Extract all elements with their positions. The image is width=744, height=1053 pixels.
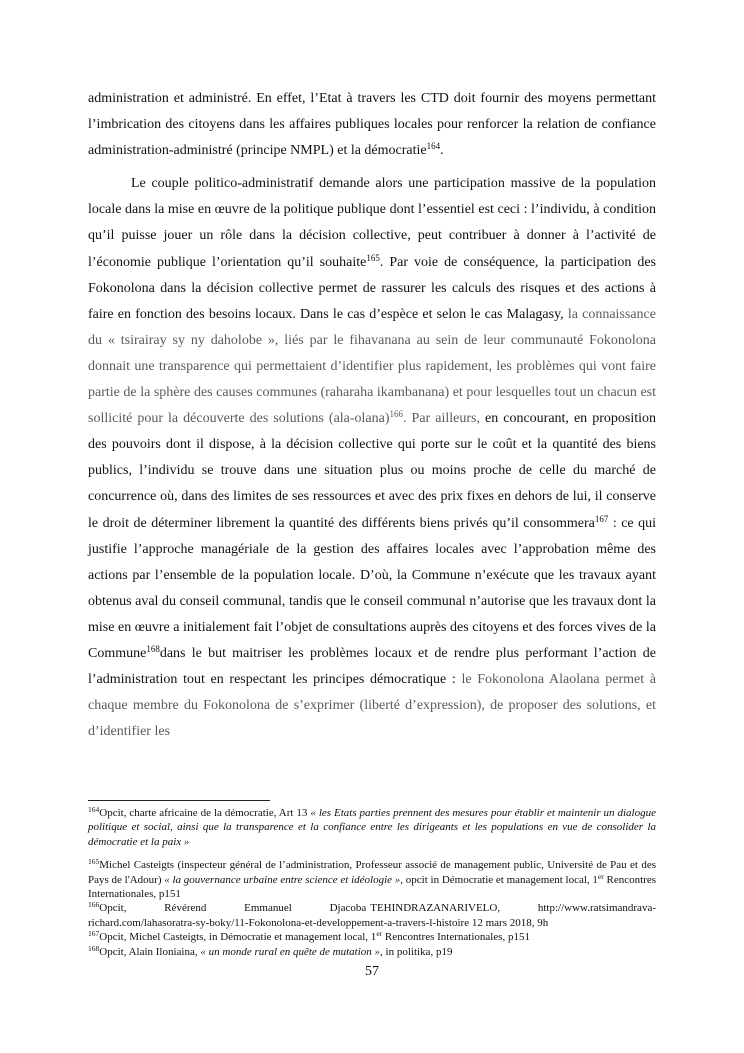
paragraph-2 [88,171,656,745]
footnote-164-text: Opcit, charte africaine de la démocratie, Art 13 [99,807,311,819]
paragraph-1 [88,86,656,164]
paragraph-2-quote-1: la connaissance du « tsirairay sy ny daholobe », liés par le fihavanana au sein de leur communauté Fokonolona donnait une transparence qui permettaient d’identifier plus rapidement, les problèmes qui vont faire partie de la sphère des causes communes (raharaha ikambanana) et pour lesquelles tout un chacun est sollicité pour la découverte des solutions (ala-olana) [88,306,656,427]
paragraph-1-end: . [440,143,444,159]
footnote-164-number: 164 [88,805,100,814]
footnote-ref-165[interactable]: 165 [366,252,380,263]
footnote-166-link[interactable]: richard.com/lahasoratra-sy-boky/11-Fokonolona-et-developpement-a-travers-l-histoire 12 mars 2018, 9h [88,916,549,929]
paragraph-2-segment-2: . Par voie de conséquence, la participation des Fokonolona dans la décision collective permet de rassurer les calculs des risques et des actions à faire en fonction des besoins locaux. Dans le cas d’espèce et selon le cas Malagasy, [88,254,656,322]
paragraph-2-segment-3: en concourant, en proposition des pouvoirs dont il dispose, à la décision collective qui porte sur le coût et la quantité des biens publics, l’individu se trouve dans une situation plus ou moins proche de celle du marché de concurrence où, dans des limites de ses ressources et avec des prix fixes en dehors de lui, il conserve le droit de déterminer librement la quantité des différents biens privés qu’il consommera [88,411,656,531]
footnote-165-source: , opcit in Démocratie et management local, 1 [400,873,598,886]
footnote-ref-167[interactable]: 167 [594,513,609,524]
footnote-ref-168[interactable]: 168 [146,643,160,654]
footnote-165-source-end: Rencontres Internationales, p151 [88,873,656,901]
paragraph-1-text: administration et administré. En effet, l’Etat à travers les CTD doit fournir des moyens permettant l’imbrication des citoyens dans les affaires publiques locales pour renforcer la relation de confiance administration-administré (principe NMPL) et la démocratie [88,91,656,159]
page-number: 57 [365,964,379,979]
footnote-164-quote: « les Etats parties prennent des mesures pour établir et maintenir un dialogue politique et social, ainsi que la transparence et la confiance entre les dirigeants et les populations en vue de consolider la démocratie et la paix » [88,807,656,848]
footnote-165-title: « la gouvernance urbaine entre science et idéologie » [164,873,401,886]
footnote-ref-164[interactable]: 164 [426,141,441,152]
footnote-166 [88,901,656,930]
footnote-167-ordinal: er [376,929,383,939]
paragraph-2-segment-5: dans le but maitriser les problèmes locaux et de rendre plus performant l’action de l’administration tout en respectant les principes démocratique : [88,645,656,688]
footnote-165-ordinal: er [597,871,604,881]
footnote-164 [88,806,656,849]
footnotes [88,806,656,959]
footnote-167-number: 167 [88,929,100,939]
footnote-165-number: 165 [88,857,100,867]
footnote-separator [88,800,270,801]
footnote-167 [88,930,656,944]
footnote-166-text[interactable]: Opcit, Révérend Emmanuel Djacoba TEHINDRAZANARIVELO, http://www.ratsimandrava- [99,902,656,915]
footnote-168-text: Opcit, Alain Iloniaina, [99,945,201,958]
footnote-166-number: 166 [88,900,100,910]
footnote-165-text: Michel Casteigts (inspecteur général de l’administration, Professeur associé de management public, Université de Pau et des Pays de l'Adour) [88,859,656,886]
document-body [88,86,656,745]
footnote-167-text: Opcit, Michel Casteigts, in Démocratie et management local, 1 [99,931,377,944]
paragraph-2-quote-2: le Fokonolona Alaolana permet à chaque membre du Fokonolona de s’exprimer (liberté d’expression), de proposer des solutions, et d’identifier les [88,672,656,740]
footnote-166-line-1 [88,901,656,915]
footnote-167-text-end: Rencontres Internationales, p151 [382,931,530,944]
footnote-165 [88,858,656,901]
footnote-ref-166[interactable]: 166 [389,409,404,420]
footnote-168-title: « un monde rural en quête de mutation » [200,945,381,958]
footnote-168-text-end: , in politika, p19 [380,945,453,958]
paragraph-2-segment-1: Le couple politico-administratif demande alors une participation massive de la population locale dans la mise en œuvre de la politique publique dont l’essentiel est ceci : l’individu, à condition qu’il puisse jouer un rôle dans la décision collective, peut contribuer à donner à l’activité de l’économie publique l’orientation qu’il souhaite [88,176,656,270]
footnote-168-number: 168 [88,943,100,953]
footnote-168 [88,945,656,959]
paragraph-2-quote-1-end: . Par ailleurs, [403,411,480,427]
paragraph-2-segment-4: : ce qui justifie l’approche managériale de la gestion des affaires locales avec l’approbation même des actions par l’ensemble de la population locale. D’où, la Commune n’exécute que les travaux ayant obtenus aval du conseil communal, tandis que le conseil communal n’autorise que les travaux dont la mise en œuvre a initialement fait l’objet de consultations auprès des citoyens et des forces vives de la Commune [88,515,657,661]
